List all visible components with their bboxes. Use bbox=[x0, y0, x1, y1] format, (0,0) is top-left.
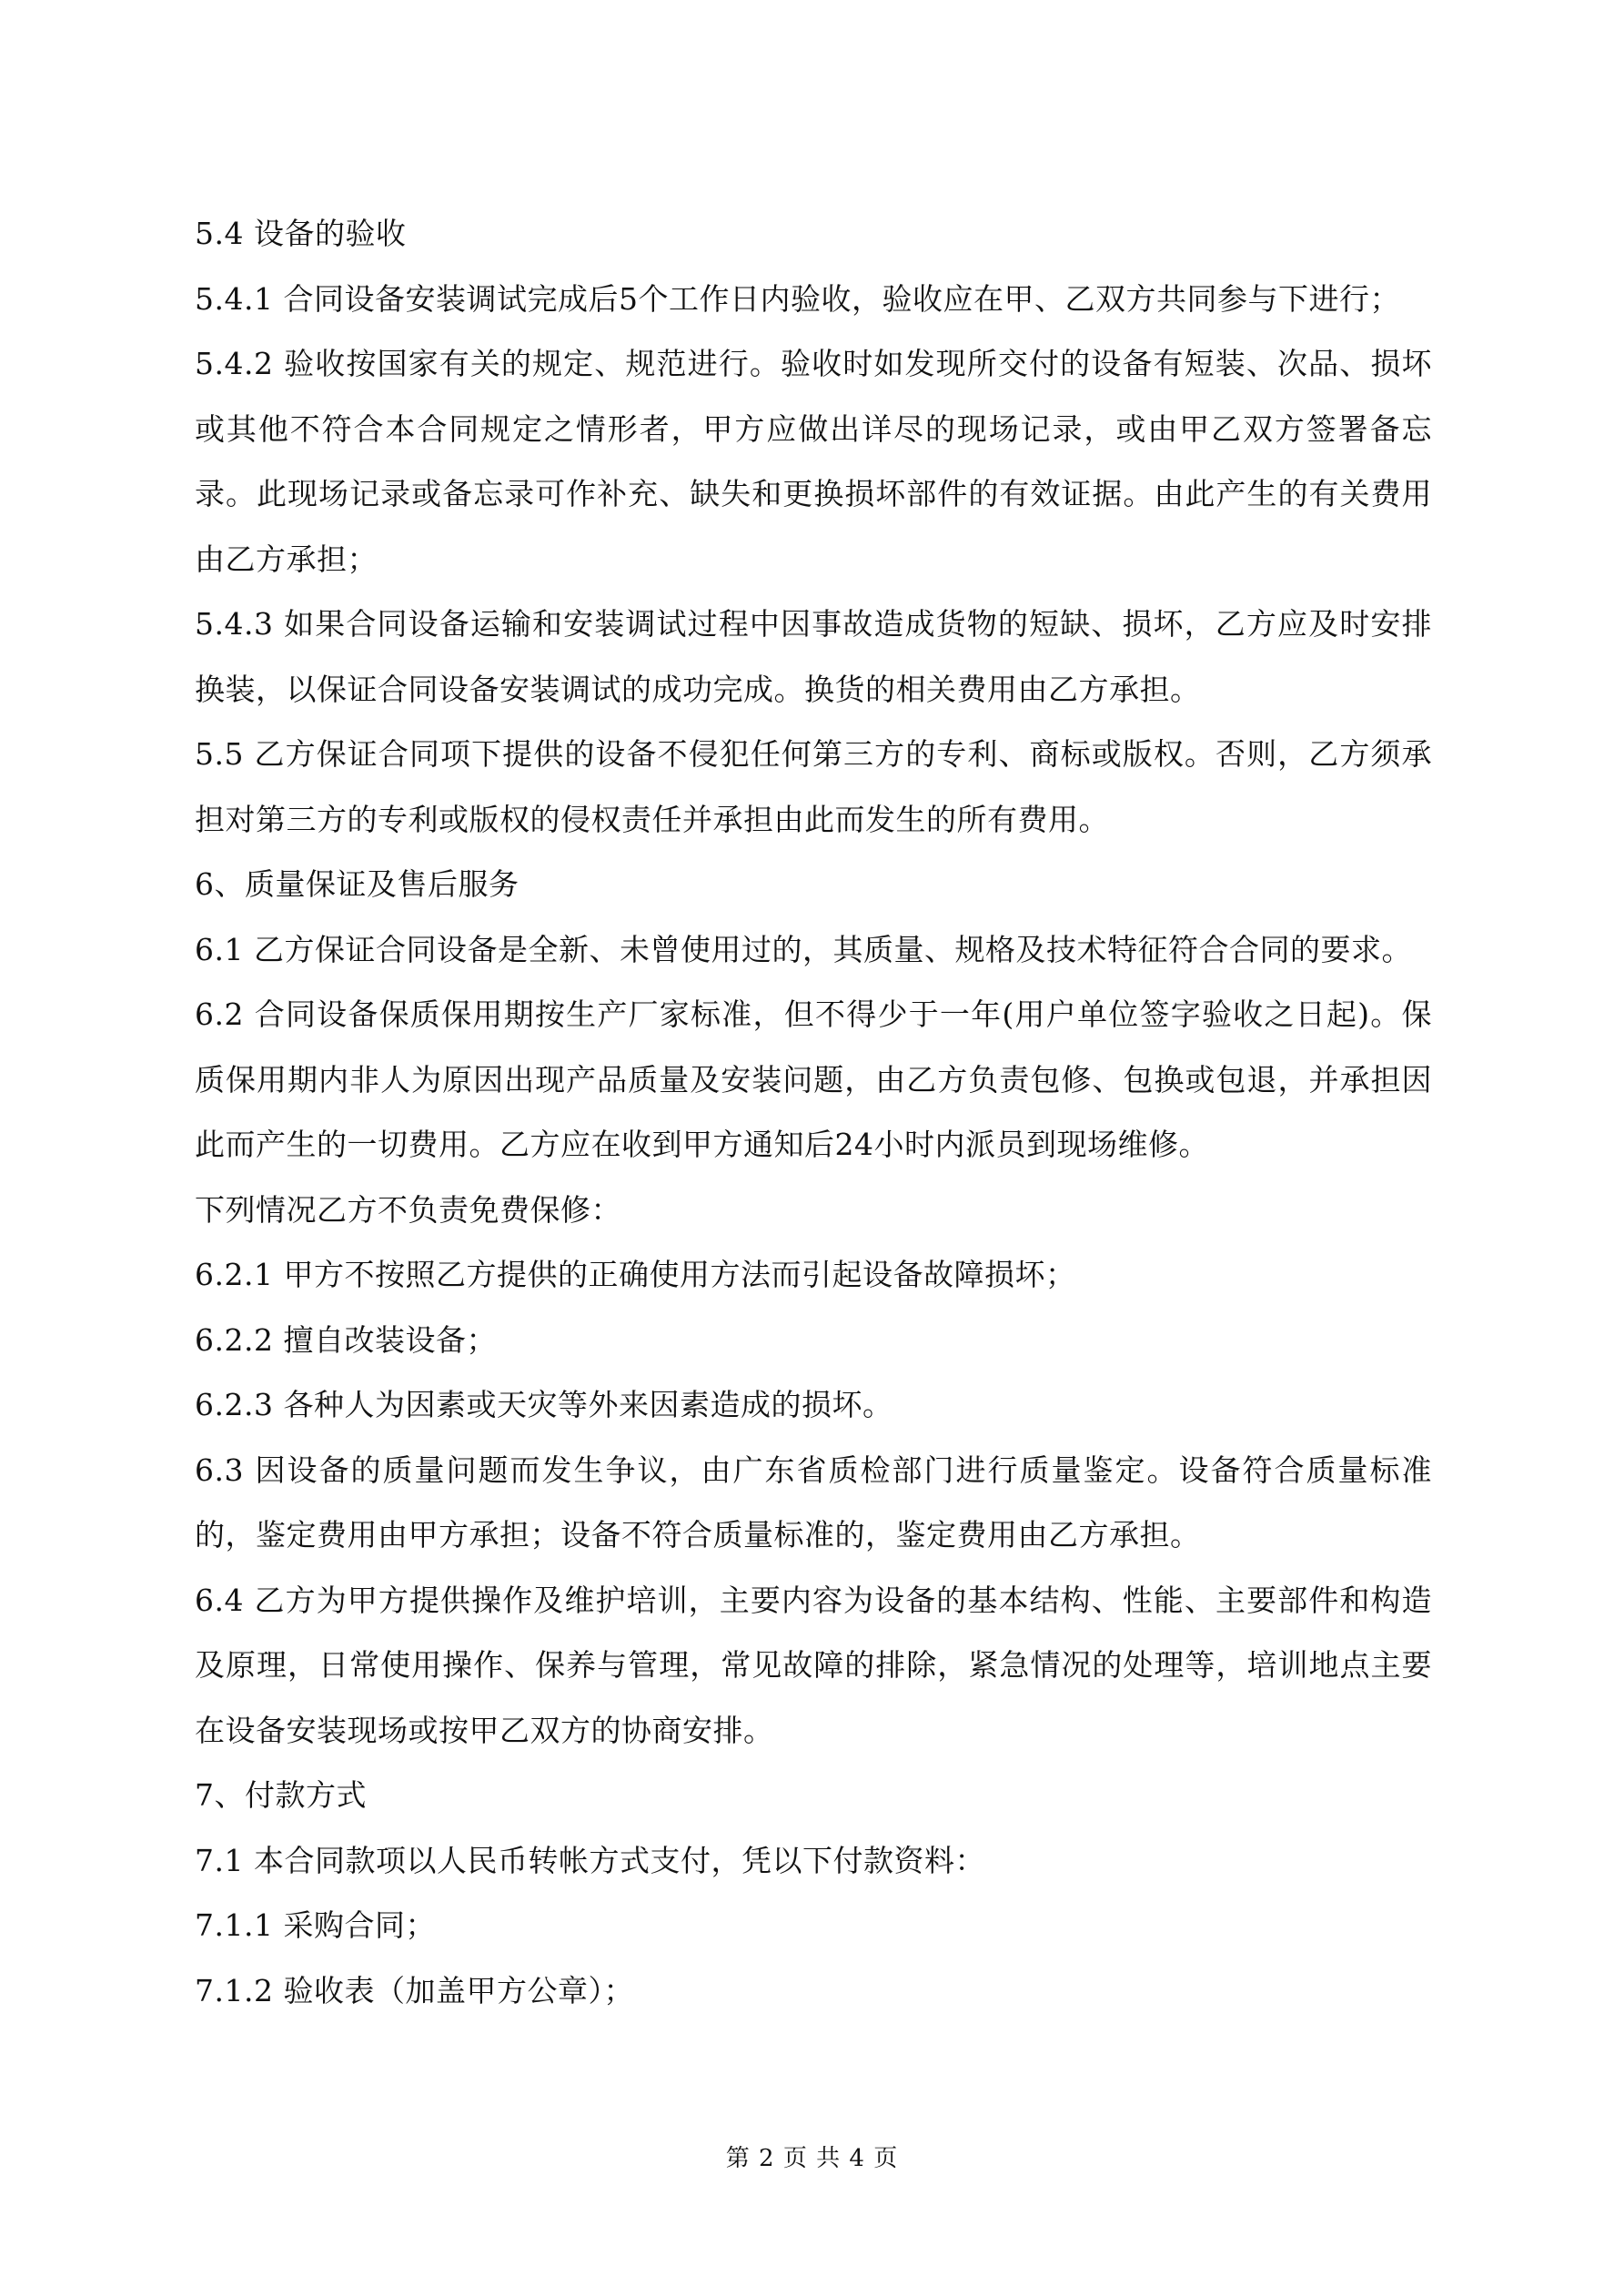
clause-6-2-intro: 下列情况乙方不负责免费保修： bbox=[195, 1191, 621, 1228]
section-heading-5-4: 5.4 设备的验收 bbox=[195, 216, 407, 251]
clause-6-1: 6.1 乙方保证合同设备是全新、未曾使用过的，其质量、规格及技术特征符合合同的要求。 bbox=[195, 931, 1412, 967]
clause-7-1-1: 7.1.1 采购合同； bbox=[195, 1907, 436, 1943]
clause-6-4: 6.4 乙方为甲方提供操作及维护培训，主要内容为设备的基本结构、性能、主要部件和构造及原理，日常使用操作、保养与管理，常见故障的排除，紧急情况的处理等，培训地点主要在设备安装现场或按甲乙双方的协商安排。 bbox=[195, 1582, 1432, 1748]
clause-5-4-2: 5.4.2 验收按国家有关的规定、规范进行。验收时如发现所交付的设备有短装、次品、损坏或其他不符合本合同规定之情形者，甲方应做出详尽的现场记录，或由甲乙双方签署备忘录。此现场记录或备忘录可作补充、缺失和更换损坏部件的有效证据。由此产生的有关费用由乙方承担； bbox=[195, 346, 1432, 577]
clause-7-1: 7.1 本合同款项以人民币转帐方式支付，凭以下付款资料： bbox=[195, 1842, 985, 1878]
clause-6-2-3: 6.2.3 各种人为因素或天灾等外来因素造成的损坏。 bbox=[195, 1387, 893, 1422]
section-heading-6: 6、质量保证及售后服务 bbox=[195, 866, 519, 902]
clause-6-2-1: 6.2.1 甲方不按照乙方提供的正确使用方法而引起设备故障损坏； bbox=[195, 1257, 1076, 1292]
clause-6-2: 6.2 合同设备保质保用期按生产厂家标准，但不得少于一年(用户单位签字验收之日起)。保质保用期内非人为原因出现产品质量及安装问题，由乙方负责包修、包换或包退，并承担因此而产生的一切费用。乙方应在收到甲方通知后24小时内派员到现场维修。 bbox=[195, 996, 1432, 1162]
clause-5-4-1: 5.4.1 合同设备安装调试完成后5个工作日内验收，验收应在甲、乙双方共同参与下进行； bbox=[195, 280, 1400, 317]
clause-6-2-2: 6.2.2 擅自改装设备； bbox=[195, 1321, 497, 1358]
clause-5-4-3: 5.4.3 如果合同设备运输和安装调试过程中因事故造成货物的短缺、损坏，乙方应及时安排换装，以保证合同设备安装调试的成功完成。换货的相关费用由乙方承担。 bbox=[195, 606, 1432, 707]
document-body bbox=[195, 201, 1432, 2023]
clause-5-5: 5.5 乙方保证合同项下提供的设备不侵犯任何第三方的专利、商标或版权。否则，乙方须承担对第三方的专利或版权的侵权责任并承担由此而发生的所有费用。 bbox=[195, 736, 1432, 837]
clause-6-3: 6.3 因设备的质量问题而发生争议，由广东省质检部门进行质量鉴定。设备符合质量标准的，鉴定费用由甲方承担；设备不符合质量标准的，鉴定费用由乙方承担。 bbox=[195, 1451, 1432, 1553]
clause-7-1-2: 7.1.2 验收表（加盖甲方公章）； bbox=[195, 1972, 634, 2008]
section-heading-7: 7、付款方式 bbox=[195, 1777, 367, 1813]
page-number-footer: 第 2 页 共 4 页 bbox=[725, 2145, 899, 2172]
